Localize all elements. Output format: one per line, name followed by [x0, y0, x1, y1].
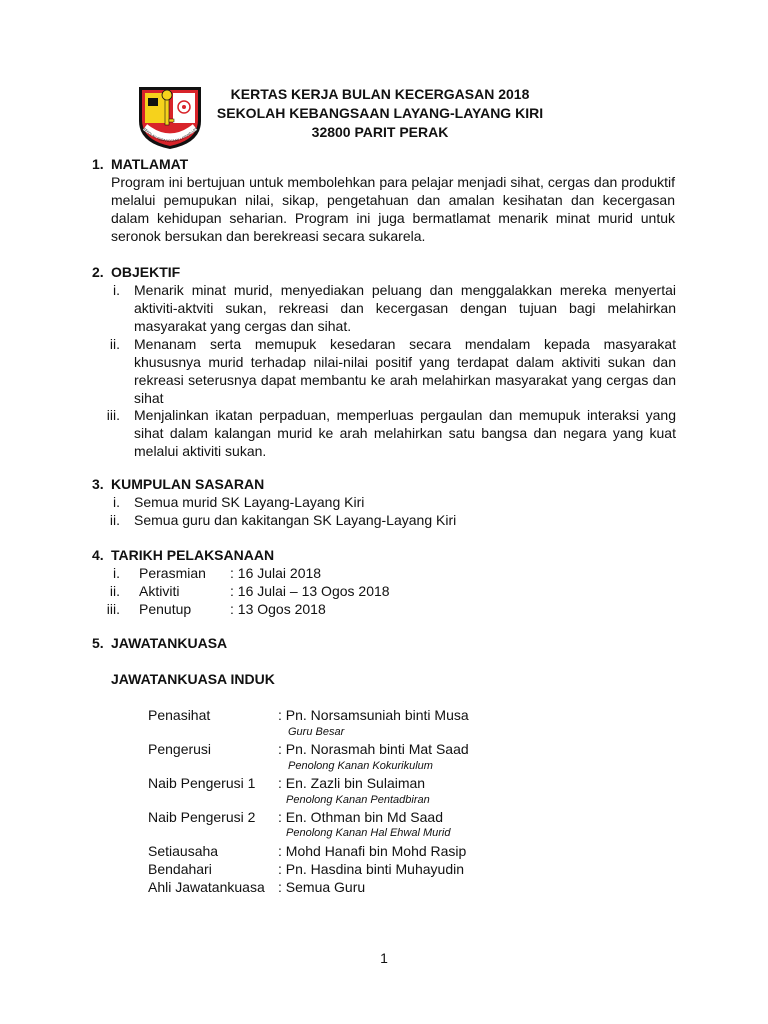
section-tarikh-title: 4. TARIKH PELAKSANAAN	[92, 547, 275, 563]
header-school: SEKOLAH KEBANGSAAN LAYANG-LAYANG KIRI	[216, 105, 544, 121]
objektif-item: ii. Menanam serta memupuk kesedaran secara mendalam kepada masyarakat khususnya murid terhadap nilai-nilai positif yang terdapat dalam aktiviti sukan dan rekreasi seterusnya dapat membantu ke arah melahirkan masyarakat yang cergas dan sihat	[109, 336, 676, 406]
jawatankuasa-induk-title: JAWATANKUASA INDUK	[111, 671, 275, 687]
section-objektif-title: 2. OBJEKTIF	[92, 264, 181, 280]
school-crest-logo	[135, 85, 205, 151]
section-matlamat-title: 1. MATLAMAT	[92, 156, 189, 172]
committee-position: Penolong Kanan Hal Ehwal Murid	[286, 827, 451, 839]
section-sasaran-title: 3. KUMPULAN SASARAN	[92, 476, 265, 492]
objektif-item: i. Menarik minat murid, menyediakan peluang dan menggalakkan mereka menyertai aktiviti-aktviti sukan, rekreasi dan kecergasan dengan tujuan bagi melahirkan masyarakat yang cergas dan sihat.	[113, 282, 676, 334]
header-address: 32800 PARIT PERAK	[311, 124, 449, 140]
committee-position: Penolong Kanan Kokurikulum	[288, 760, 433, 772]
section-jawatankuasa-title: 5. JAWATANKUASA	[92, 635, 228, 651]
document-header	[200, 85, 560, 142]
sasaran-item: i. Semua murid SK Layang-Layang Kiri	[113, 494, 365, 510]
page-number: 1	[380, 950, 388, 966]
logo-ring-text: SEKOLAH KEBANGSAAN LAYANG-LAY	[142, 126, 198, 144]
document-page: SEKOLAH KEBANGSAAN LAYANG-LAY KERTAS KERJA BULAN KECERGASAN 2018 SEKOLAH KEBANGSAAN LAYANG-LAYANG KIRI 32800 PARIT PERAK 1. MATLAMAT Program ini bertujuan untuk membolehkan para pelajar menjadi sihat, cergas dan produktif melalui pemupukan nilai, sikap, pengetahuan dan amalan kesihatan dan kecergasan dalam kehidupan seharian. Program ini juga bermatlamat menarik minat murid untuk seronok bersukan dan berekreasi secara sukarela. 2. OBJEKTIF i. Menarik minat murid, menyediakan peluang dan menggalakkan mereka menyertai aktiviti-aktviti sukan, rekreasi dan kecergasan dengan tujuan bagi melahirkan masyarakat yang cergas dan sihat. ii. Menanam serta memupuk kesedaran secara mendalam kepada masyarakat khususnya murid terhadap nilai-nilai positif yang terdapat dalam aktiviti sukan dan rekreasi seterusnya dapat membantu ke arah melahirkan masyarakat yang cergas dan sihat iii. Menjalinkan ikatan perpaduan, memperluas pergaulan dan memupuk interaksi yang sihat dalam kalangan murid ke arah melahirkan satu bangsa dan negara yang kuat melalui aktiviti sukan. 3. KUMPULAN SASARAN i. Semua murid SK Layang-Layang Kiri ii. Semua guru dan kakitangan SK Layang-Layang Kiri 4. TARIKH PELAKSANAAN i. Perasmian : 16 Julai 2018 ii. Aktiviti : 16 Julai – 13 Ogos 2018 iii. Penutup : 13 Ogos 2018 5. JAWATANKUASA JAWATANKUASA INDUK Penasihat : Pn. Norsamsuniah binti Musa Guru Besar Pengerusi : Pn. Norasmah binti Mat Saad Penolong Kanan Kokurikulum Naib Pengerusi 1 : En. Zazli bin Sulaiman Penolong Kanan Pentadbiran Naib Pengerusi 2 : En. Othman bin Md Saad Penolong Kanan Hal Ehwal Murid Setiausaha : Mohd Hanafi bin Mohd Rasip Bendahari : Pn. Hasdina binti Muhayudin Ahli Jawatankuasa : Semua Guru 1	[0, 0, 768, 1024]
section-matlamat-text: Program ini bertujuan untuk membolehkan para pelajar menjadi sihat, cergas dan produktif melalui pemupukan nilai, sikap, pengetahuan dan amalan kesihatan dan kecergasan dalam kehidupan seharian. Program ini juga bermatlamat menarik minat murid untuk seronok bersukan dan berekreasi secara sukarela.	[111, 174, 675, 244]
committee-position: Guru Besar	[288, 726, 345, 738]
objektif-item: iii. Menjalinkan ikatan perpaduan, memperluas pergaulan dan memupuk interaksi yang sihat dalam kalangan murid ke arah melahirkan satu bangsa dan negara yang kuat melalui aktiviti sukan.	[106, 407, 676, 459]
sasaran-item: ii. Semua guru dan kakitangan SK Layang-Layang Kiri	[109, 512, 457, 528]
committee-position: Penolong Kanan Pentadbiran	[286, 794, 430, 806]
header-title: KERTAS KERJA BULAN KECERGASAN 2018	[230, 86, 530, 102]
